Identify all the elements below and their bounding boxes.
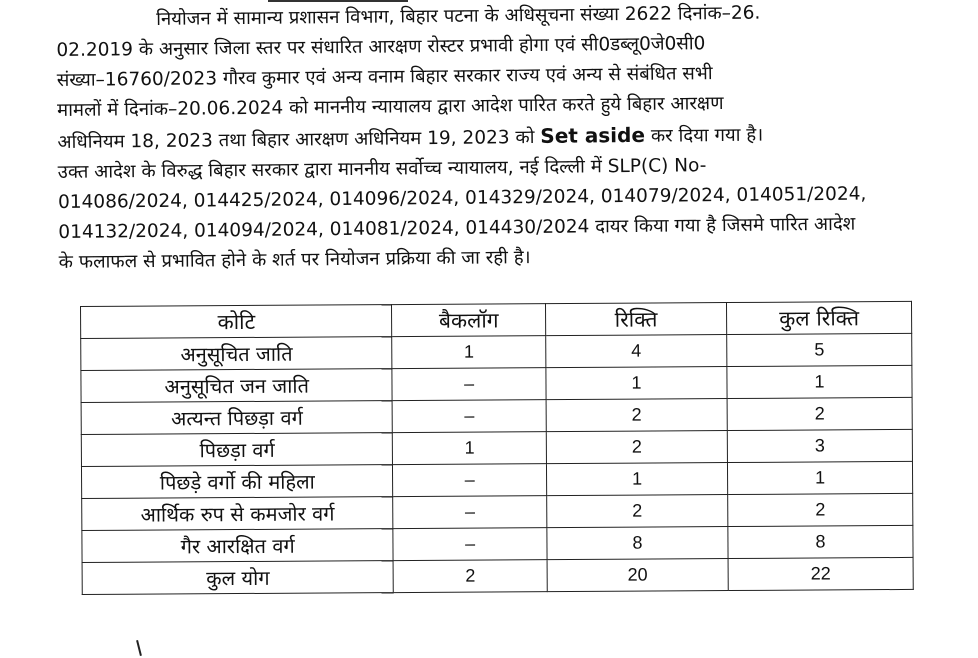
paragraph-line: के फलाफल से प्रभावित होने के शर्त पर नियोजन प्रक्रिया की जा रही है। — [58, 247, 531, 273]
category-cell: अनुसूचित जाति — [81, 337, 393, 371]
table-row — [81, 333, 912, 370]
paragraph-line-tail: कर दिया गया है। — [650, 124, 764, 147]
category-cell: अनुसूचित जन जाति — [81, 369, 393, 403]
total-cell: 3 — [727, 429, 912, 462]
table-row — [81, 429, 912, 466]
category-cell: आर्थिक रुप से कमजोर वर्ग — [82, 497, 394, 531]
table-row — [82, 525, 913, 562]
set-aside-emphasis: Set aside — [540, 122, 646, 148]
backlog-cell: 1 — [392, 336, 546, 369]
vacancy-cell: 4 — [546, 335, 727, 368]
total-cell: 1 — [727, 365, 912, 398]
backlog-cell: – — [392, 368, 546, 401]
backlog-cell: – — [393, 528, 547, 561]
table-header-row — [81, 301, 912, 338]
table-total-row — [82, 557, 913, 594]
total-cell: 5 — [727, 333, 912, 366]
backlog-total-cell: 2 — [394, 560, 548, 593]
paragraph-line: उक्त आदेश के विरुद्ध बिहार सरकार द्वारा माननीय सर्वोच्च न्यायालय, नई दिल्ली में SLP(C) No- — [57, 155, 707, 183]
paragraph-line: संख्या–16760/2023 गौरव कुमार एवं अन्य वनाम बिहार सरकार राज्य एवं अन्य से संबंधित सभी — [56, 63, 713, 91]
paragraph-line: नियोजन में सामान्य प्रशासन विभाग, बिहार पटना के अधिसूचना संख्या 2622 दिनांक–26. — [156, 2, 761, 30]
paragraph-line: मामलों में दिनांक–20.06.2024 को माननीय न्यायालय द्वारा आदेश पारित करते हुये बिहार आरक्षण — [56, 93, 724, 121]
table-row — [82, 493, 913, 530]
paragraph-line: 02.2019 के अनुसार जिला स्तर पर संधारित आरक्षण रोस्टर प्रभावी होगा एवं सी0डब्लू0जे0सी0 — [56, 33, 706, 61]
header-category: कोटि — [81, 305, 393, 339]
vacancy-total-cell: 20 — [547, 559, 728, 592]
paragraph-line-text: अधिनियम 18, 2023 तथा बिहार आरक्षण अधिनियम 19, 2023 को — [57, 126, 535, 153]
backlog-cell: – — [393, 400, 547, 433]
category-cell: पिछड़े वर्गो की महिला — [81, 465, 393, 499]
header-vacancy: रिक्ति — [545, 303, 726, 336]
backlog-cell: 1 — [393, 432, 547, 465]
total-cell: 2 — [727, 397, 912, 430]
vacancy-cell: 1 — [546, 367, 727, 400]
total-cell: 1 — [728, 461, 913, 494]
total-label-cell: कुल योग — [82, 561, 394, 595]
grand-total-cell: 22 — [728, 557, 913, 590]
backlog-cell: – — [393, 496, 547, 529]
total-cell: 8 — [728, 525, 913, 558]
table-row — [81, 397, 912, 434]
total-cell: 2 — [728, 493, 913, 526]
vacancy-cell: 1 — [546, 463, 727, 496]
table-row — [81, 461, 912, 498]
table-row — [81, 365, 912, 402]
paragraph-line: 014132/2024, 014094/2024, 014081/2024, 014430/2024 दायर किया गया है जिसमे पारित आदेश — [58, 213, 856, 243]
category-cell: गैर आरक्षित वर्ग — [82, 529, 394, 563]
backlog-cell: – — [393, 464, 547, 497]
paragraph-line: 014086/2024, 014425/2024, 014096/2024, 014329/2024, 014079/2024, 014051/2024, — [57, 183, 867, 213]
vacancy-cell: 2 — [546, 399, 727, 432]
category-cell: अत्यन्त पिछड़ा वर्ग — [81, 401, 393, 435]
vacancy-table — [80, 301, 914, 595]
vacancy-cell: 2 — [547, 495, 728, 528]
vacancy-cell: 8 — [547, 527, 728, 560]
header-backlog: बैकलॉग — [392, 304, 546, 337]
vacancy-cell: 2 — [546, 431, 727, 464]
notice-paragraph — [56, 0, 943, 278]
pen-stroke-mark — [136, 640, 142, 656]
header-total-vacancy: कुल रिक्ति — [727, 301, 912, 334]
category-cell: पिछड़ा वर्ग — [81, 433, 393, 467]
